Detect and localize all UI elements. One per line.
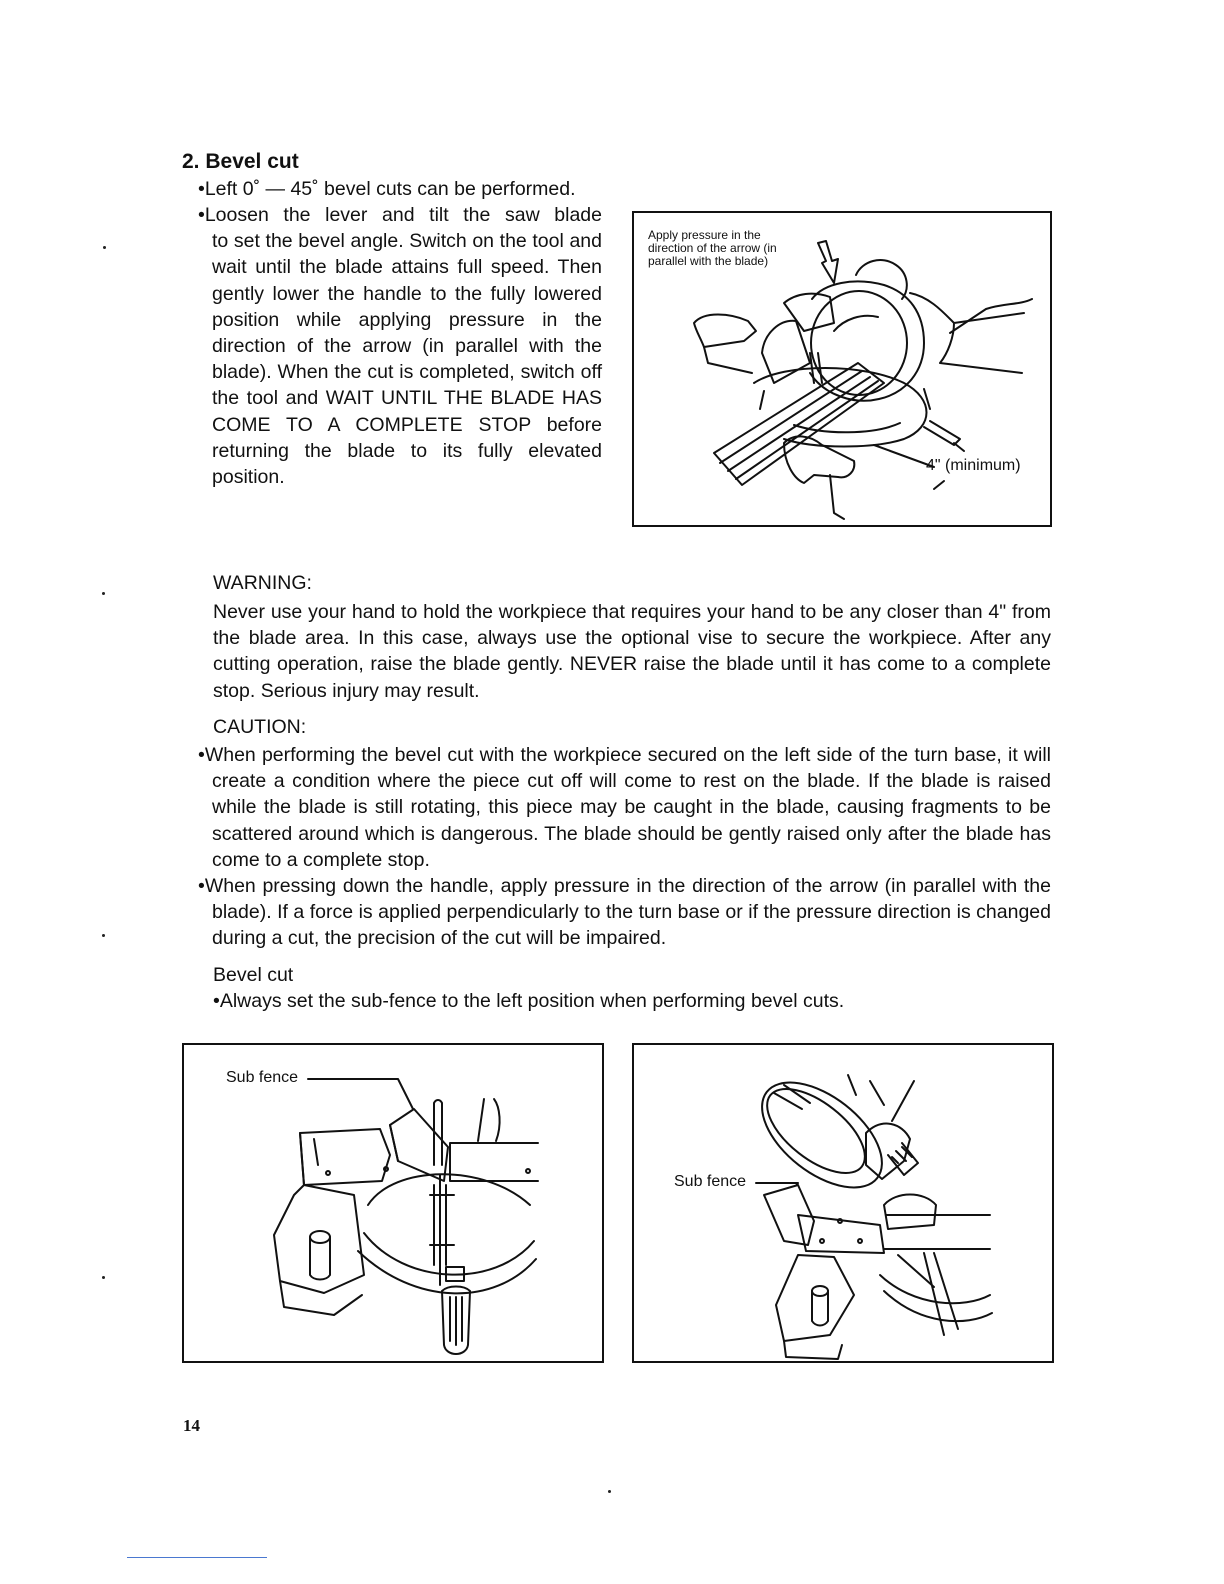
caution-list xyxy=(198,742,1051,952)
page-number: 14 xyxy=(183,1416,200,1435)
miter-saw-bevel-illustration xyxy=(634,213,1052,527)
scan-speck xyxy=(608,1490,611,1493)
bevel-note-bullet: •Always set the sub-fence to the left position when performing bevel cuts. xyxy=(213,990,845,1012)
figure1-label-line2: direction of the arrow (in xyxy=(648,241,777,255)
bullet-bevel-procedure-rest: to set the bevel angle. Switch on the tool and wait until the blade attains full speed. Then gently lower the handle to the fully lowered position while applying pressure in the direction of the arrow (in parallel with the blade). When the cut is completed, switch off the tool and WAIT UNTIL THE BLADE HAS COME TO A COMPLETE STOP before returning the blade to its fully elevated position. xyxy=(212,230,602,489)
bevel-note-title: Bevel cut xyxy=(213,964,294,986)
sub-fence-bevel-illustration xyxy=(634,1045,1052,1361)
bullet-bevel-range: •Left 0˚ — 45˚ bevel cuts can be performed. xyxy=(198,178,576,200)
scan-speck xyxy=(103,246,106,249)
footer-rule xyxy=(127,1557,267,1558)
warning-title: WARNING: xyxy=(213,572,312,594)
bullet-bevel-procedure xyxy=(198,202,602,490)
section-heading: 2. Bevel cut xyxy=(182,150,299,173)
figure1-label-line3: parallel with the blade) xyxy=(648,254,769,268)
figure-sub-fence-bevel xyxy=(632,1043,1054,1363)
warning-text: Never use your hand to hold the workpiece that requires your hand to be any closer than 4" from the blade area. In this case, always use the optional vise to secure the workpiece. After any cutting operation, raise the blade gently. NEVER raise the blade until it has come to a complete stop. Serious injury may result. xyxy=(213,601,1051,702)
figure2-label: Sub fence xyxy=(226,1069,299,1086)
scan-speck xyxy=(102,592,105,595)
scan-speck xyxy=(102,1276,105,1279)
sub-fence-front-illustration xyxy=(184,1045,602,1361)
figure1-label-line1: Apply pressure in the xyxy=(648,228,761,242)
figure-sub-fence-front xyxy=(182,1043,604,1363)
caution-item: •When pressing down the handle, apply pressure in the direction of the arrow (in parallel with the blade). If a force is applied perpendicularly to the turn base or if the pressure direction is changed during a cut, the precision of the cut will be impaired. xyxy=(198,875,1051,950)
caution-item: •When performing the bevel cut with the workpiece secured on the left side of the turn base, it will create a condition where the piece cut off will come to rest on the blade. If the blade is raised while the blade is still rotating, this piece may be caught in the blade, causing fragments to be scattered around which is dangerous. The blade should be gently raised only after the blade has come to a complete stop. xyxy=(198,744,1051,871)
scan-speck xyxy=(102,934,105,937)
bullet-bevel-procedure-first: •Loosen the lever and tilt the saw blade xyxy=(198,204,602,226)
figure-bevel-cut-operation xyxy=(632,211,1052,527)
figure1-measure-label: 4" (minimum) xyxy=(926,457,1021,474)
figure3-label: Sub fence xyxy=(674,1173,747,1190)
caution-title: CAUTION: xyxy=(213,716,307,738)
